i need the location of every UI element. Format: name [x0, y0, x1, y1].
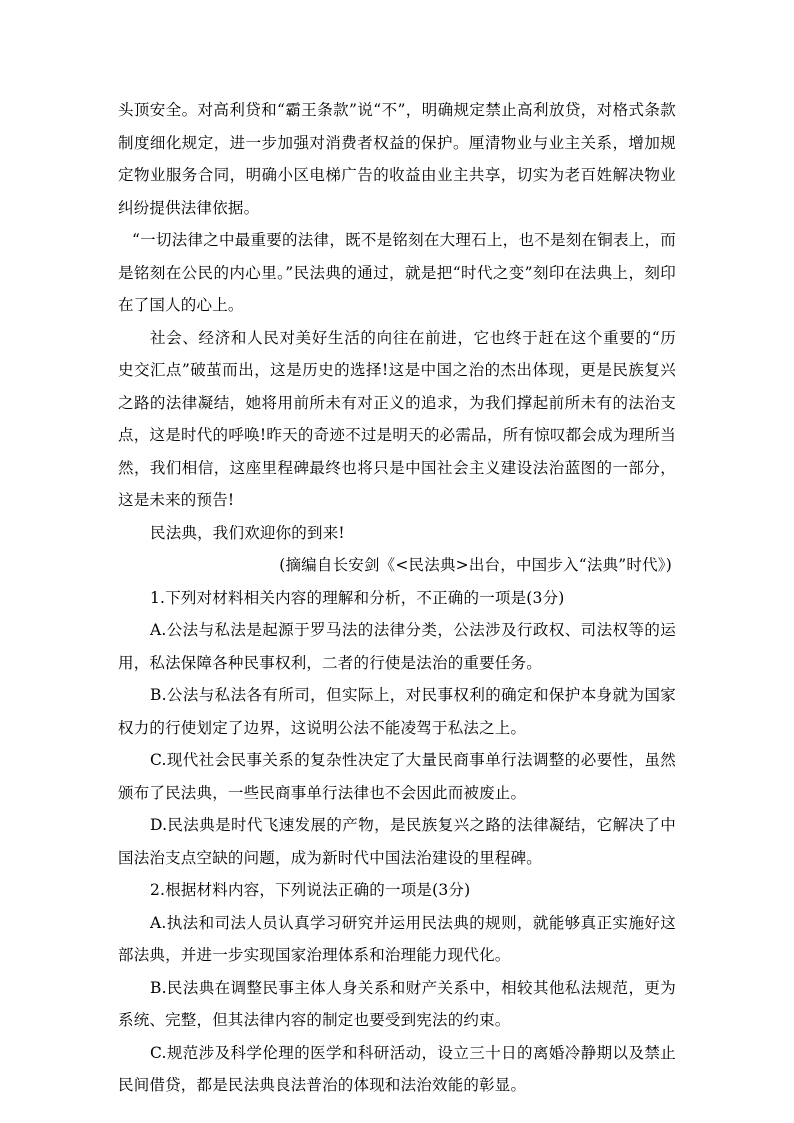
question-1-option-c: C.现代社会民事关系的复杂性决定了大量民商事单行法调整的必要性，虽然颁布了民法典，一些民商事单行法律也不会因此而被废止。 [118, 751, 676, 802]
article-paragraph-1: 头顶安全。对高利贷和“霸王条款”说“不”，明确规定禁止高利放贷，对格式条款制度细化规定，进一步加强对消费者权益的保护。厘清物业与业主关系，增加规定物业服务合同，明确小区电梯广告的收益由业主共享，切实为老百姓解决物业纠纷提供法律依据。 [118, 101, 676, 217]
article-paragraph-3: 社会、经济和人民对美好生活的向往在前进，它也终于赶在这个重要的“历史交汇点”破茧而出，这是历史的选择!这是中国之治的杰出体现，更是民族复兴之路的法律凝结，她将用前所未有对正义的追求，为我们撑起前所未有的法治支点，这是时代的呼唤!昨天的奇迹不过是明天的必需品，所有惊叹都会成为理所当然，我们相信，这座里程碑最终也将只是中国社会主义建设法治蓝图的一部分，这是未来的预告! [118, 328, 676, 509]
article-paragraph-2: “一切法律之中最重要的法律，既不是铭刻在大理石上，也不是刻在铜表上，而是铭刻在公民的内心里。”民法典的通过，就是把“时代之变”刻印在法典上，刻印在了国人的心上。 [118, 231, 676, 314]
question-1-option-d: D.民法典是时代飞速发展的产物，是民族复兴之路的法律凝结，它解决了中国法治支点空缺的问题，成为新时代中国法治建设的里程碑。 [118, 816, 676, 867]
document-page [118, 94, 676, 1102]
article-source: (摘编自长安剑《<民法典>出台，中国步入“法典”时代》) [279, 556, 672, 574]
question-1-option-b: B.公法与私法各有所司，但实际上，对民事权利的确定和保护本身就为国家权力的行使划定了边界，这说明公法不能凌驾于私法之上。 [118, 686, 676, 737]
question-1-option-a: A.公法与私法是起源于罗马法的法律分类，公法涉及行政权、司法权等的运用，私法保障各种民事权利，二者的行使是法治的重要任务。 [118, 621, 676, 672]
question-2-option-a: A.执法和司法人员认真学习研究并运用民法典的规则，就能够真正实施好这部法典，并进一步实现国家治理体系和治理能力现代化。 [118, 913, 676, 964]
question-2-option-c: C.规范涉及科学伦理的医学和科研活动，设立三十日的离婚冷静期以及禁止民间借贷，都是民法典良法普治的体现和法治效能的彰显。 [118, 1043, 676, 1094]
article-paragraph-4: 民法典，我们欢迎你的到来! [150, 523, 345, 542]
question-2-stem: 2.根据材料内容，下列说法正确的一项是(3分) [150, 881, 471, 899]
question-2-option-b: B.民法典在调整民事主体人身关系和财产关系中，相较其他私法规范，更为系统、完整，但其法律内容的制定也要受到宪法的约束。 [118, 978, 676, 1029]
question-1-stem: 1.下列对材料相关内容的理解和分析，不正确的一项是(3分) [150, 588, 565, 607]
